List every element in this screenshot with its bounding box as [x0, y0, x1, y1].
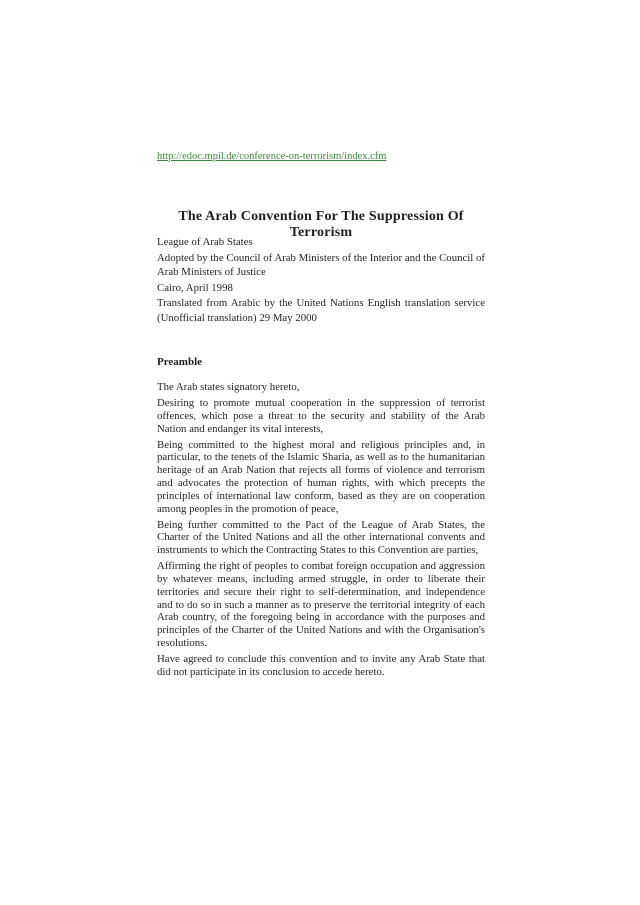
meta-organization: League of Arab States [157, 236, 253, 248]
meta-adoption: Adopted by the Council of Arab Ministers of the Interior and the Council of Arab Ministers of Justice [157, 251, 485, 278]
paragraph-being-further-committed: Being further committed to the Pact of the League of Arab States, the Charter of the United Nations and all the other international convents and instruments to which the Contracting States to this Convention are parties, [157, 518, 485, 557]
meta-place-date: Cairo, April 1998 [157, 281, 233, 294]
paragraph-desiring: Desiring to promote mutual cooperation in the suppression of terrorist offences, which pose a threat to the security and stability of the Arab Nation and endanger its vital interests, [157, 396, 485, 435]
meta-translation-note: Translated from Arabic by the United Nations English translation service (Unofficial translation) 29 May 2000 [157, 297, 485, 324]
source-url-link[interactable]: http://edoc.mpil.de/conference-on-terrorism/index.cfm [157, 151, 387, 162]
paragraph-signatories: The Arab states signatory hereto, [157, 381, 300, 393]
preamble-body [157, 381, 485, 682]
document-metadata [157, 235, 485, 326]
paragraph-affirming: Affirming the right of peoples to combat foreign occupation and aggression by whatever means, including armed struggle, in order to liberate their territories and secure their right to self-determination, and independence and to do so in such a manner as to preserve the territorial integrity of each Arab country, of the foregoing being in accordance with the purposes and principles of the Charter of the United Nations and with the Organisation's resolutions. [157, 560, 485, 649]
paragraph-have-agreed: Have agreed to conclude this convention and to invite any Arab State that did not participate in its conclusion to accede hereto. [157, 652, 485, 678]
section-heading-preamble: Preamble [157, 356, 203, 368]
document-title: The Arab Convention For The Suppression Of Terrorism [178, 209, 464, 240]
paragraph-being-committed: Being committed to the highest moral and religious principles and, in particular, to the tenets of the Islamic Sharia, as well as to the humanitarian heritage of an Arab Nation that rejects all forms of violence and terrorism and advocates the protection of human rights, with which precepts the principles of international law conform, based as they are on cooperation among peoples in the promotion of peace, [157, 438, 485, 515]
